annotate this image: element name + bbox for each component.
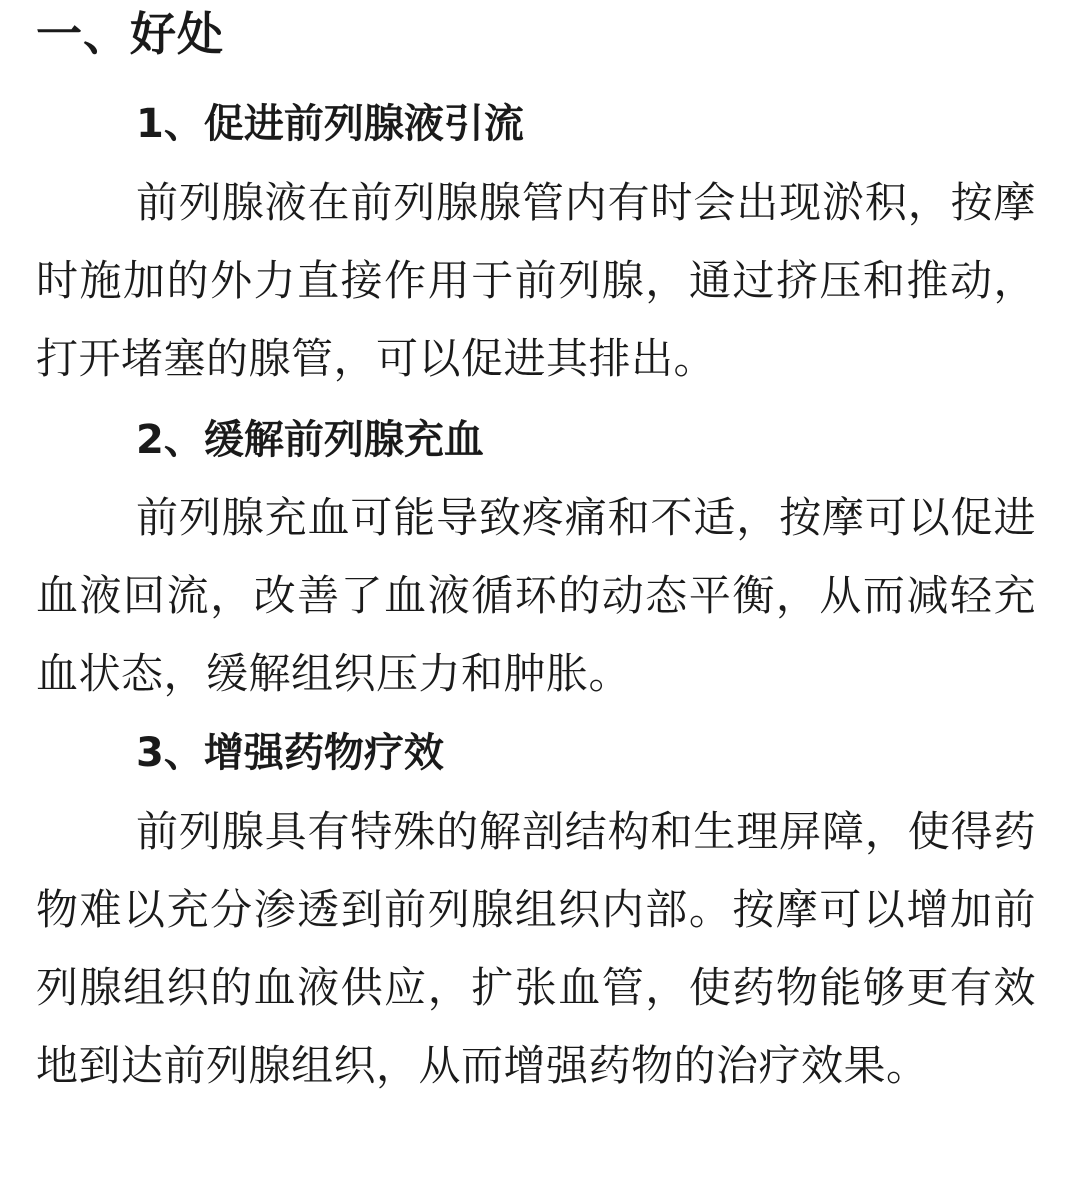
subheading-2: 2、缓解前列腺充血 bbox=[136, 417, 484, 463]
paragraph-2: 前列腺充血可能导致疼痛和不适，按摩可以促进血液回流，改善了血液循环的动态平衡，从而减轻充血状态，缓解组织压力和肿胀。 bbox=[36, 493, 1036, 698]
paragraph-3: 前列腺具有特殊的解剖结构和生理屏障，使得药物难以充分渗透到前列腺组织内部。按摩可以增加前列腺组织的血液供应，扩张血管，使药物能够更有效地到达前列腺组织，从而增强药物的治疗效果。 bbox=[36, 807, 1036, 1090]
subheading-3: 3、增强药物疗效 bbox=[136, 730, 444, 776]
section-heading: 一、好处 bbox=[36, 7, 224, 61]
subheading-1: 1、促进前列腺液引流 bbox=[136, 101, 524, 147]
paragraph-1: 前列腺液在前列腺腺管内有时会出现淤积，按摩时施加的外力直接作用于前列腺，通过挤压和推动，打开堵塞的腺管，可以促进其排出。 bbox=[36, 178, 1036, 383]
